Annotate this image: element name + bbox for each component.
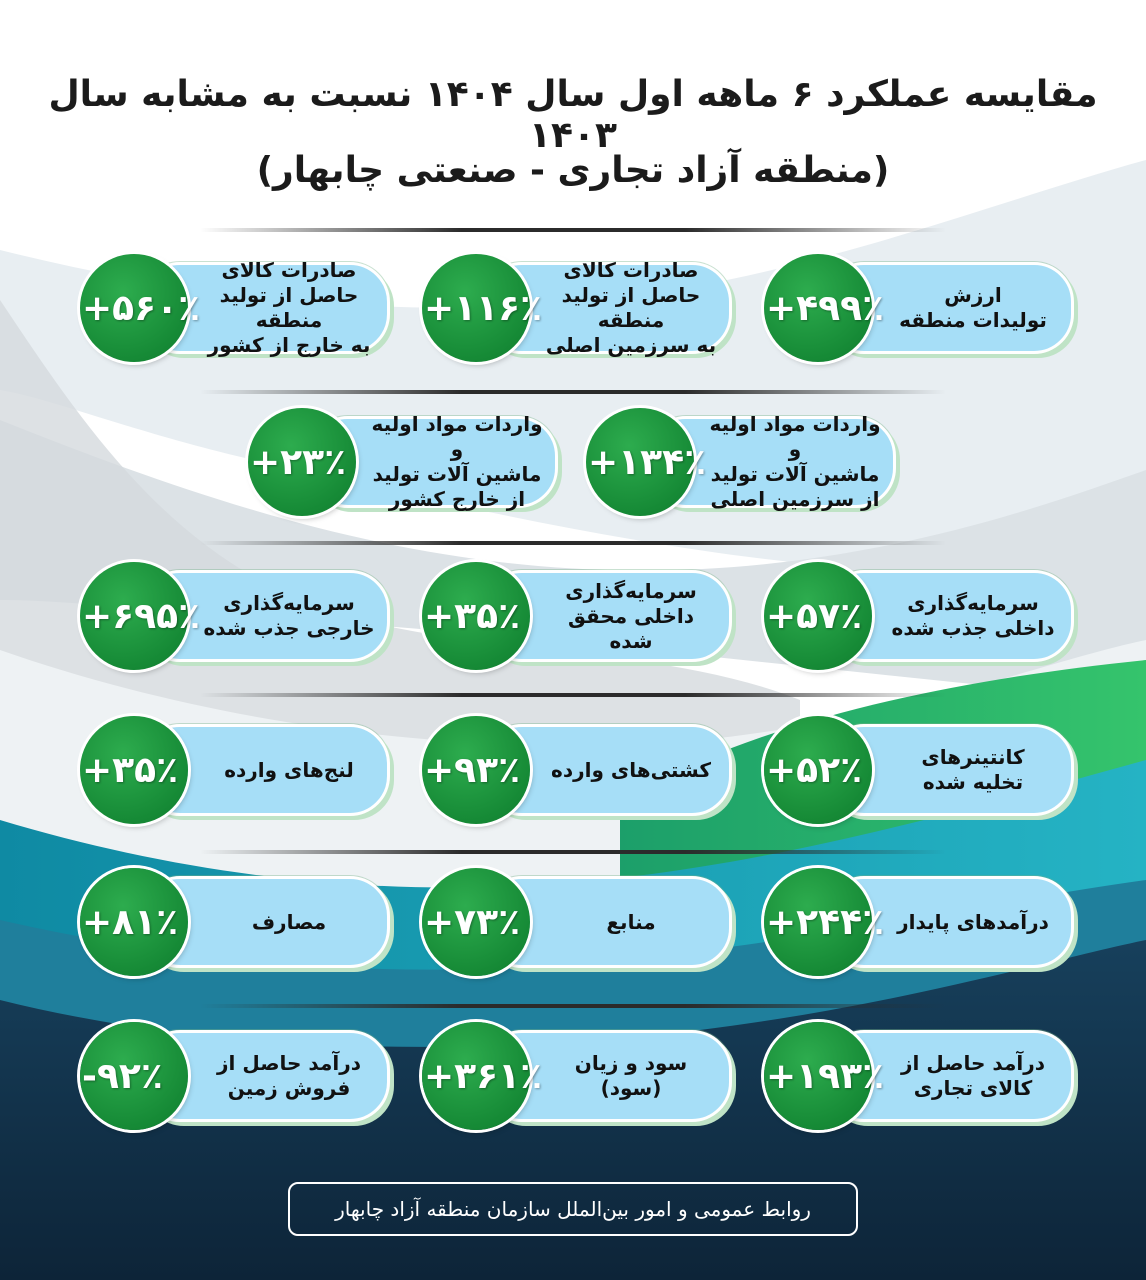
stat-value: +۲۴۴٪ [766, 901, 885, 943]
stat-value: +۳۵٪ [424, 595, 521, 637]
stat-value: +۵۷٪ [766, 595, 863, 637]
stat-label: لنج‌های وارده [140, 724, 390, 816]
stat-card-ships-arrived [422, 716, 732, 824]
stat-label: درآمد حاصل از کالای تجاری [824, 1030, 1074, 1122]
stat-value: +۱۱۶٪ [424, 287, 543, 329]
divider [200, 228, 946, 232]
stat-label: منابع [482, 876, 732, 968]
page-subtitle: (منطقه آزاد تجاری - صنعتی چابهار) [256, 150, 890, 191]
stat-label: سرمایه‌گذاری داخلی محقق شده [482, 570, 732, 662]
divider [200, 693, 946, 697]
stat-label: واردات مواد اولیه و ماشین آلات تولید از خارج کشور [308, 416, 558, 508]
page-title: مقایسه عملکرد ۶ ماهه اول سال ۱۴۰۴ نسبت به مشابه سال ۱۴۰۳ [48, 74, 1098, 156]
stat-label: سود و زیان (سود) [482, 1030, 732, 1122]
stat-value: +۷۳٪ [424, 901, 521, 943]
stat-label: صادرات کالای حاصل از تولید منطقه به خارج از کشور [140, 262, 390, 354]
stat-label: کشتی‌های وارده [482, 724, 732, 816]
stat-card-profit-loss [422, 1022, 732, 1130]
divider [200, 390, 946, 394]
stat-card-import-mainland [586, 408, 896, 516]
stat-value: +۱۹۳٪ [766, 1055, 885, 1097]
stat-card-production-value [764, 254, 1074, 362]
stat-value: +۸۱٪ [82, 901, 179, 943]
stat-value: +۱۳۴٪ [588, 441, 707, 483]
stat-value: +۹۳٪ [424, 749, 521, 791]
stat-card-lenjes-arrived [80, 716, 390, 824]
footer-credit: روابط عمومی و امور بین‌الملل سازمان منطقه آزاد چابهار [288, 1182, 858, 1236]
stat-value: +۳۵٪ [82, 749, 179, 791]
stat-card-foreign-investment [80, 562, 390, 670]
stat-value: +۶۹۵٪ [82, 595, 201, 637]
stat-value: +۵۲٪ [766, 749, 863, 791]
stat-label: واردات مواد اولیه و ماشین آلات تولید از سرزمین اصلی [646, 416, 896, 508]
divider [200, 1004, 946, 1008]
stat-card-export-abroad [80, 254, 390, 362]
stat-value: +۳۶۱٪ [424, 1055, 543, 1097]
stat-label: مصارف [140, 876, 390, 968]
stat-card-expenditures [80, 868, 390, 976]
divider [200, 850, 946, 854]
stat-card-land-sales-income [80, 1022, 390, 1130]
stat-card-commercial-goods-income [764, 1022, 1074, 1130]
stat-label: صادرات کالای حاصل از تولید منطقه به سرزمین اصلی [482, 262, 732, 354]
stat-value: -۹۲٪ [82, 1055, 163, 1097]
stat-card-import-abroad [248, 408, 558, 516]
stat-value: +۲۳٪ [250, 441, 347, 483]
stat-label: سرمایه‌گذاری خارجی جذب شده [140, 570, 390, 662]
stat-label: ارزش تولیدات منطقه [824, 262, 1074, 354]
stat-card-domestic-investment-attracted [764, 562, 1074, 670]
stat-label: کانتینرهای تخلیه شده [824, 724, 1074, 816]
stat-label: درآمد حاصل از فروش زمین [140, 1030, 390, 1122]
stat-value: +۵۶۰٪ [82, 287, 201, 329]
stat-card-sustainable-income [764, 868, 1074, 976]
divider [200, 541, 946, 545]
stat-card-domestic-investment-realized [422, 562, 732, 670]
stat-card-export-mainland [422, 254, 732, 362]
stat-card-resources [422, 868, 732, 976]
stat-value: +۴۹۹٪ [766, 287, 885, 329]
stat-label: سرمایه‌گذاری داخلی جذب شده [824, 570, 1074, 662]
stat-card-containers-unloaded [764, 716, 1074, 824]
stat-label: درآمدهای پایدار [824, 876, 1074, 968]
